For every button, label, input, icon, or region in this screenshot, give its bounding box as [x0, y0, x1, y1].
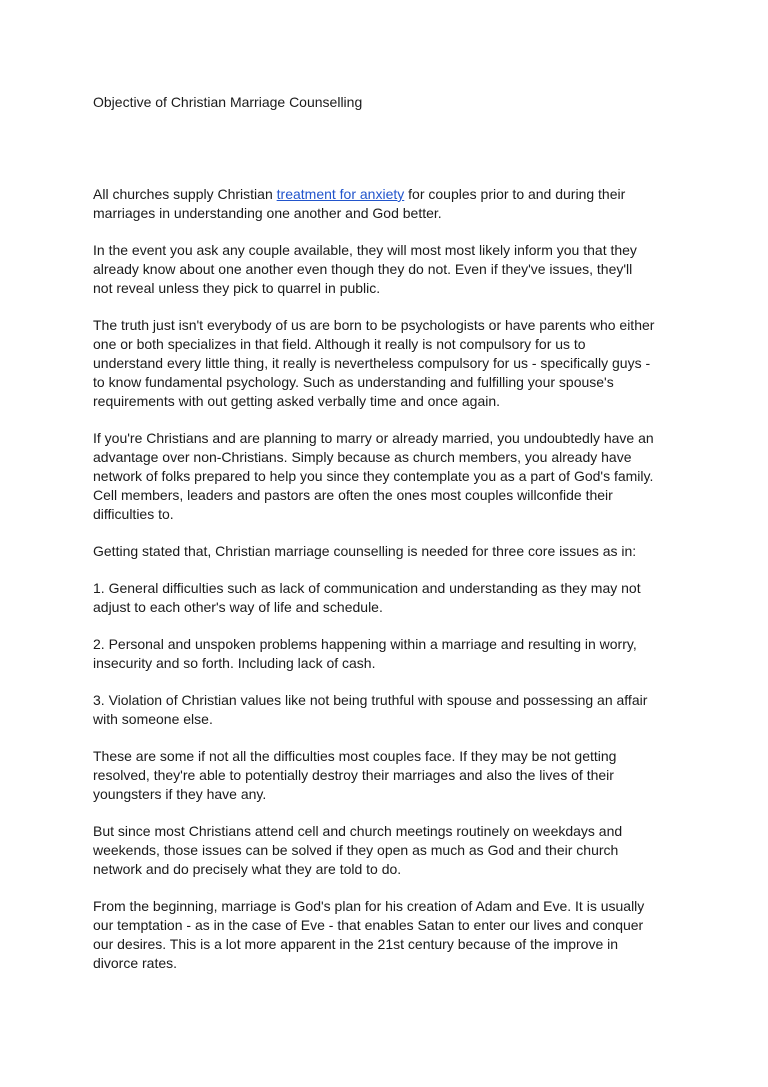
paragraph-1-after-link: for couples prior to and during their marriages in understanding one another and God better. — [93, 186, 626, 221]
paragraph-10: But since most Christians attend cell and church meetings routinely on weekdays and weekends, those issues can be solved if they open as much as God and their church network and do precisely what they are told to do. — [93, 823, 623, 877]
document-body — [93, 185, 655, 991]
paragraph-2: In the event you ask any couple available, they will most most likely inform you that they already know about one another even though they do not. Even if they've issues, they'll not reveal unless they pick to quarrel in public. — [93, 242, 637, 296]
paragraph-5: Getting stated that, Christian marriage counselling is needed for three core issues as in: — [93, 543, 637, 559]
treatment-for-anxiety-link[interactable]: treatment for anxiety — [276, 186, 405, 202]
paragraph-1 — [93, 185, 655, 223]
paragraph-4: If you're Christians and are planning to marry or already married, you undoubtedly have an advantage over non-Christians. Simply because as church members, you already have network of folks prepared to help you since they contemplate you as a part of God's family. Cell members, leaders and pastors are often the ones most couples willconfide their difficulties to. — [93, 430, 654, 522]
list-item-3: 3. Violation of Christian values like not being truthful with spouse and possessing an affair with someone else. — [93, 692, 648, 727]
list-item-2: 2. Personal and unspoken problems happening within a marriage and resulting in worry, insecurity and so forth. Including lack of cash. — [93, 636, 637, 671]
paragraph-9: These are some if not all the difficulties most couples face. If they may be not getting resolved, they're able to potentially destroy their marriages and also the lives of their youngsters if they have any. — [93, 748, 617, 802]
paragraph-3: The truth just isn't everybody of us are born to be psychologists or have parents who either one or both specializes in that field. Although it really is not compulsory for us to understand every little thing, it really is nevertheless compulsory for us - specifically guys - to know fundamental psychology. Such as understanding and fulfilling your spouse's requirements with out getting asked verbally time and once again. — [93, 317, 655, 409]
paragraph-11: From the beginning, marriage is God's plan for his creation of Adam and Eve. It is usually our temptation - as in the case of Eve - that enables Satan to enter our lives and conquer our desires. This is a lot more apparent in the 21st century because of the improve in divorce rates. — [93, 898, 645, 971]
document-title: Objective of Christian Marriage Counselling — [93, 94, 363, 110]
paragraph-1-before-link: All churches supply Christian — [93, 186, 277, 202]
list-item-1: 1. General difficulties such as lack of communication and understanding as they may not adjust to each other's way of life and schedule. — [93, 580, 641, 615]
